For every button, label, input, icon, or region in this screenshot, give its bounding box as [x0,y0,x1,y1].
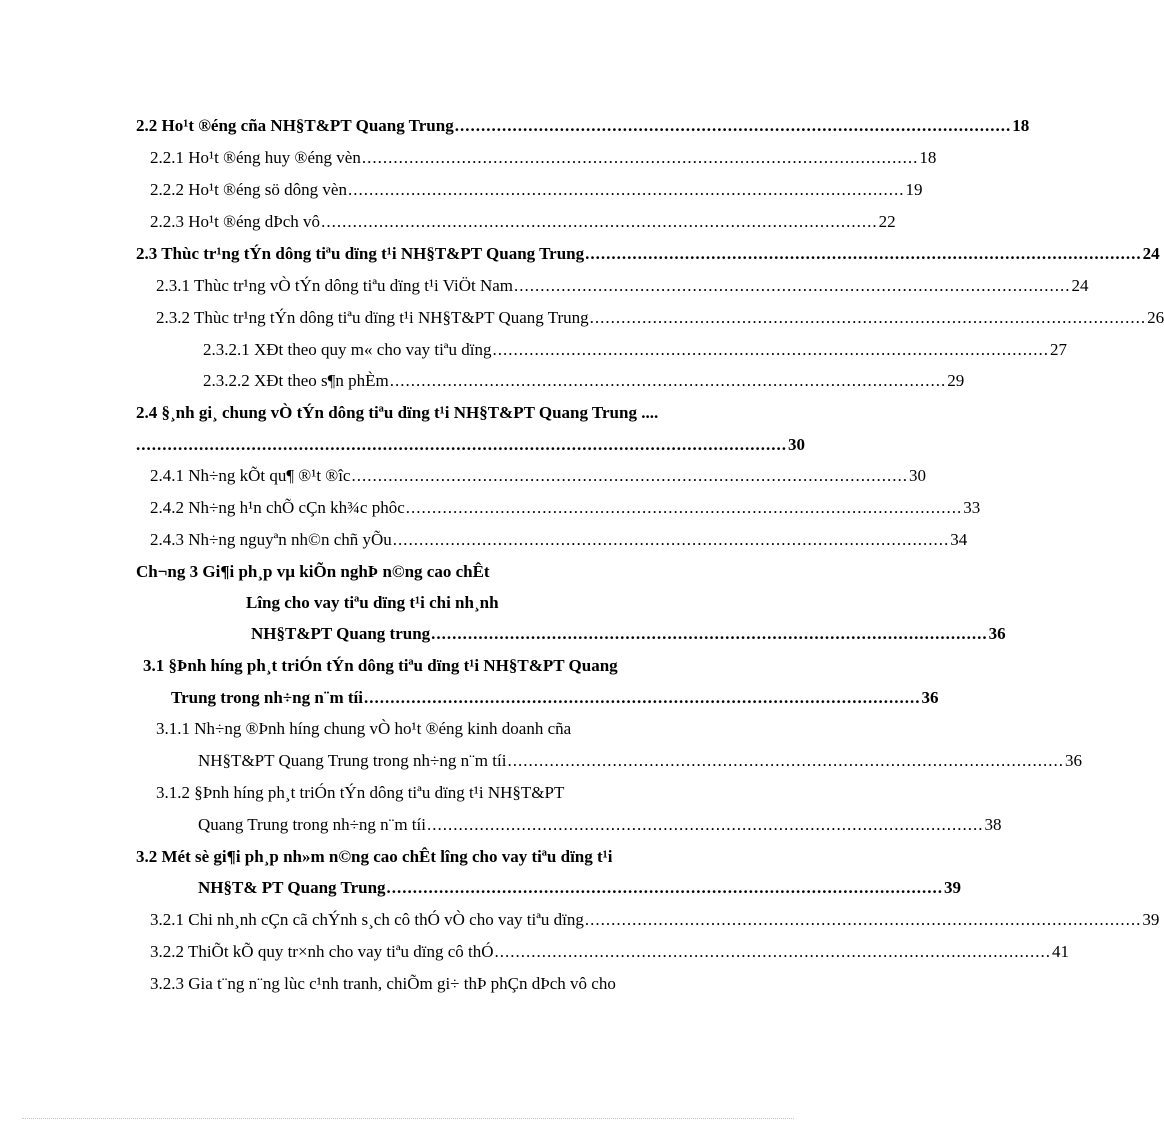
toc-entry [136,115,1030,137]
toc-leader: .......................................................................................................... [454,116,1012,135]
toc-entry-text: 2.3.2.1 XÐt theo quy m« cho vay tiªu dïng [203,340,492,359]
toc-entry-page: 24 [1142,244,1160,263]
toc-entry-page: 30 [788,435,805,454]
toc-entry [143,655,618,677]
toc-entry-page: 34 [950,530,968,549]
toc-leader: .......................................................................................................... [431,624,988,643]
toc-entry [150,211,896,233]
toc-entry-text: Ch¬ng 3 Gi¶i ph¸p vµ kiÕn nghÞ n©ng cao chÊt [136,562,490,581]
toc-entry-text: NH§T&PT Quang trung [251,624,431,643]
toc-entry-text: 2.3.2 Thùc tr¹ng tÝn dông tiªu dïng t¹i NH§T&PT Quang Trung [156,308,589,327]
toc-entry-text: Trung trong nh÷ng n¨m tíi [171,688,363,707]
toc-entry-page: 36 [921,688,939,707]
toc-entry [156,307,1164,329]
toc-leader: ............................................................................................................................ [136,435,787,454]
toc-chapter-heading [246,592,499,614]
toc-entry-text: 2.2.1 Ho¹t ®éng huy ®éng vèn [150,148,361,167]
toc-entry [150,179,923,201]
toc-entry-text: 2.4.3 Nh÷ng nguyªn nh©n chñ yÕu [150,530,392,549]
toc-entry-page: 39 [944,878,962,897]
toc-entry-text: 3.2.2 ThiÕt kÕ quy tr×nh cho vay tiªu dïng cô thÓ [150,942,494,961]
toc-entry-text: 3.1.2 §Þnh híng ph¸t triÓn tÝn dông tiªu dïng t¹i NH§T&PT [156,783,565,802]
toc-entry-text: 3.2.1 Chi nh¸nh cÇn cã chÝnh s¸ch cô thÓ vÒ cho vay tiªu dïng [150,910,584,929]
toc-entry-text: 2.4.1 Nh÷ng kÕt qu¶ ®¹t ®îc [150,466,351,485]
toc-entry-page: 19 [905,180,923,199]
toc-entry-continuation [198,750,1082,772]
toc-entry-text: 2.3 Thùc tr¹ng tÝn dông tiªu dïng t¹i NH§T&PT Quang Trung [136,244,585,263]
toc-entry-page: 18 [1012,116,1030,135]
toc-entry-text: 2.4 §¸nh gi¸ chung vÒ tÝn dông tiªu dïng t¹i NH§T&PT Quang Trung .... [136,403,659,422]
toc-leader: .......................................................................................................... [389,371,947,390]
toc-leader: .......................................................................................................... [514,276,1071,295]
toc-entry [251,623,1006,645]
toc-entry [150,941,1070,963]
toc-entry-page: 33 [963,498,981,517]
toc-entry-page: 29 [947,371,965,390]
toc-entry-text: 3.1.1 Nh÷ng ®Þnh híng chung vÒ ho¹t ®éng kinh doanh cña [156,719,572,738]
toc-leader: .......................................................................................................... [494,942,1052,961]
toc-leader: .......................................................................................................... [392,530,950,549]
toc-entry-text: 3.2.3 Gia t¨ng n¨ng lùc c¹nh tranh, chiÕm gi÷ thÞ phÇn dÞch vô cho [150,974,616,993]
toc-leader: .......................................................................................................... [584,910,1142,929]
toc-entry-page: 26 [1147,308,1164,327]
toc-entry-text: 2.3.2.2 XÐt theo s¶n phÈm [203,371,389,390]
toc-entry-text: 3.2 Mét sè gi¶i ph¸p nh»m n©ng cao chÊt lîng cho vay tiªu dïng t¹i [136,847,613,866]
toc-entry [136,402,658,424]
toc-entry-text: 2.2 Ho¹t ®éng cña NH§T&PT Quang Trung [136,116,454,135]
toc-entry-continuation [198,877,962,899]
toc-entry-text: Lîng cho vay tiªu dïng t¹i chi nh¸nh [246,593,499,612]
toc-entry-text: NH§T& PT Quang Trung [198,878,386,897]
toc-entry-text: 3.1 §Þnh híng ph¸t triÓn tÝn dông tiªu dïng t¹i NH§T&PT Quang [143,656,618,675]
toc-entry-page: 30 [908,466,926,485]
toc-entry-page: 27 [1049,340,1067,359]
toc-entry-text: 2.3.1 Thùc tr¹ng vÒ tÝn dông tiªu dïng t¹i ViÖt Nam [156,276,513,295]
toc-leader: .......................................................................................................... [351,466,908,485]
toc-entry-page: 18 [919,148,937,167]
toc-leader: .......................................................................................................... [386,878,944,897]
toc-entry [150,147,937,169]
toc-entry [150,973,616,995]
toc-entry-page: 36 [1064,751,1082,770]
toc-entry [156,275,1089,297]
page-bottom-border [22,1118,794,1119]
toc-entry [156,718,571,740]
toc-entry [136,846,613,868]
toc-leader: .......................................................................................................... [361,148,919,167]
toc-entry-text: 2.2.3 Ho¹t ®éng dÞch vô [150,212,321,231]
toc-entry-text: NH§T&PT Quang Trung trong nh÷ng n¨m tíi [198,751,507,770]
toc-entry-page: 38 [984,815,1002,834]
toc-entry [150,465,926,487]
toc-entry [156,782,564,804]
toc-entry-page: 24 [1071,276,1089,295]
toc-entry-continuation [171,687,939,709]
toc-leader: .......................................................................................................... [405,498,963,517]
toc-entry-page: 36 [988,624,1006,643]
toc-leader: .......................................................................................................... [589,308,1147,327]
toc-entry-page: 41 [1052,942,1070,961]
toc-entry-text: 2.2.2 Ho¹t ®éng sö dông vèn [150,180,347,199]
toc-entry [150,909,1160,931]
toc-entry-page: 39 [1142,910,1160,929]
toc-entry [150,529,968,551]
toc-entry-text: Quang Trung trong nh÷ng n¨m tíi [198,815,426,834]
toc-leader: .......................................................................................................... [363,688,921,707]
toc-entry [136,243,1160,265]
toc-entry-continuation [198,814,1002,836]
toc-entry-continuation [136,434,805,456]
toc-leader: .......................................................................................................... [492,340,1049,359]
toc-entry [203,339,1067,361]
toc-leader: .......................................................................................................... [507,751,1064,770]
toc-entry-page: 22 [878,212,896,231]
toc-chapter-heading [136,561,490,583]
toc-leader: .......................................................................................................... [585,244,1142,263]
toc-entry [203,370,965,392]
toc-leader: .......................................................................................................... [426,815,984,834]
toc-leader: .......................................................................................................... [321,212,878,231]
toc-entry [150,497,981,519]
toc-leader: .......................................................................................................... [347,180,905,199]
toc-entry-text: 2.4.2 Nh÷ng h¹n chÕ cÇn kh¾c phôc [150,498,405,517]
